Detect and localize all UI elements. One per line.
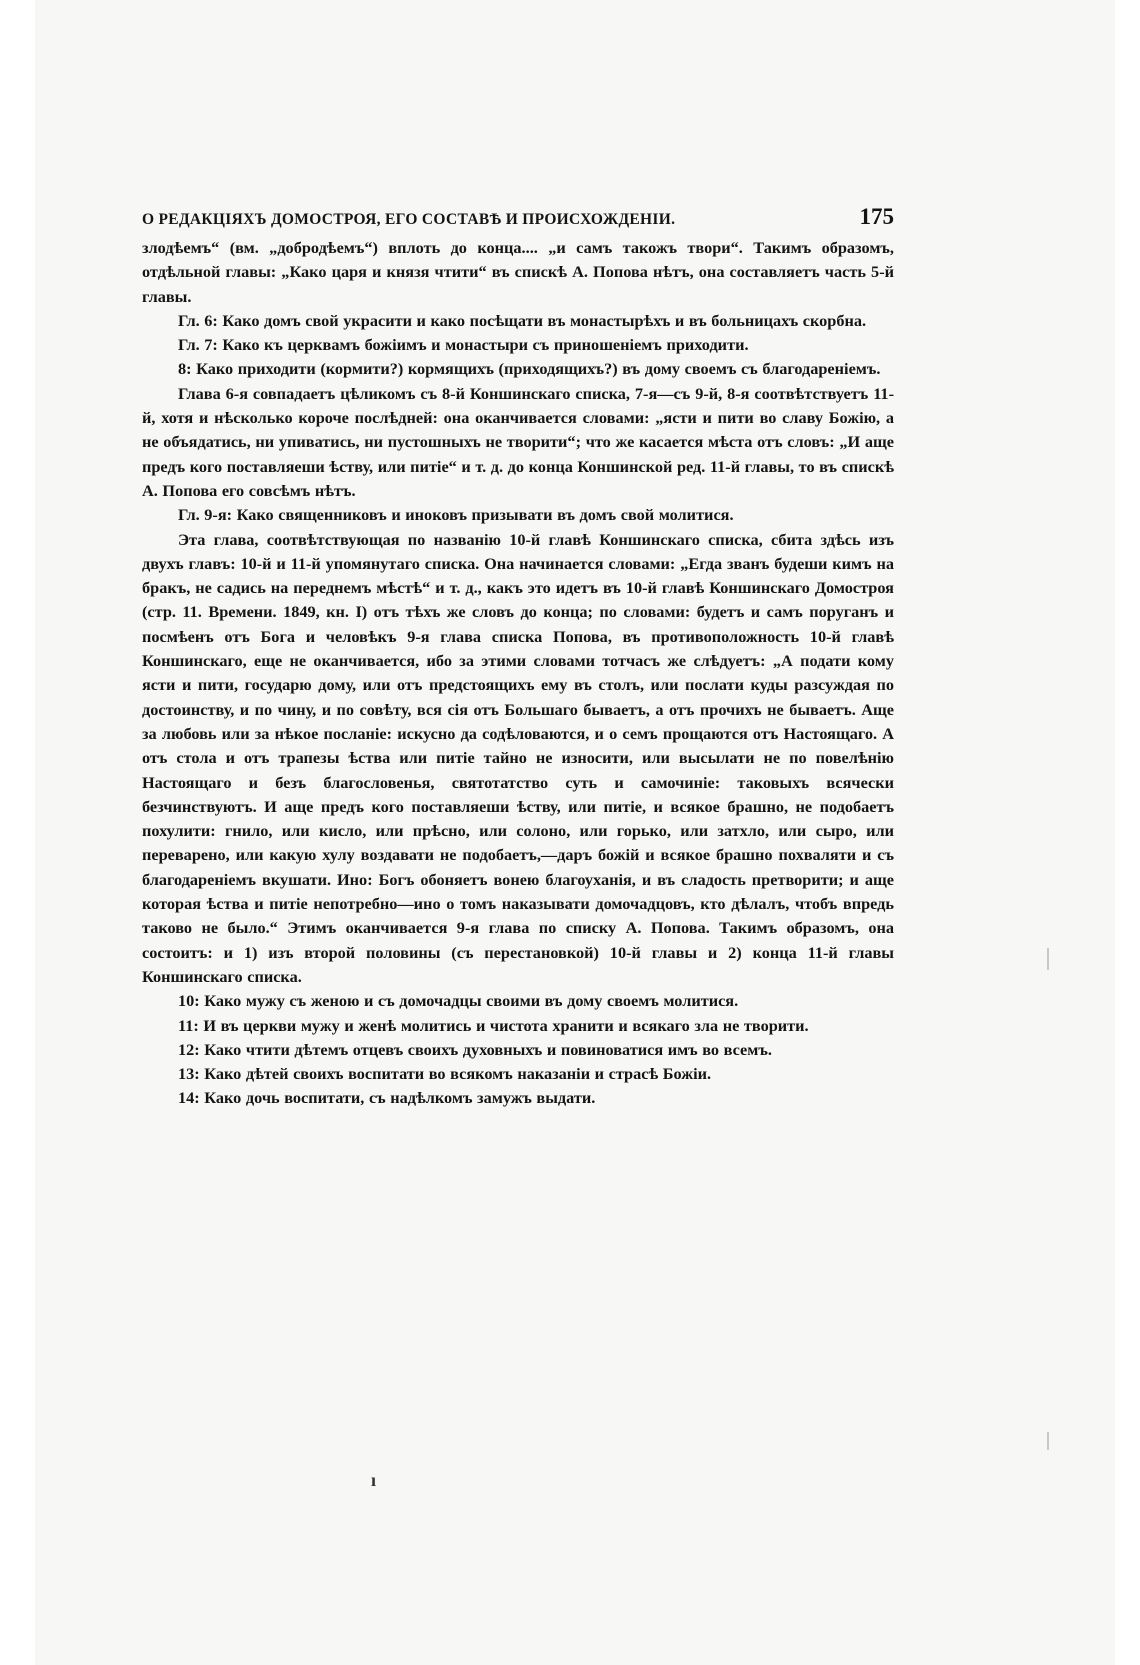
paragraph-chapter-13: 13: Како дѣтей своихъ воспитати во всякомъ наказаніи и страсѣ Божіи. <box>178 1064 712 1084</box>
page-number: 175 <box>859 204 894 229</box>
paragraph-chapter-14: 14: Како дочь воспитати, съ надѣлкомъ замужъ выдати. <box>178 1088 596 1108</box>
paragraph-continuation: злодѣемъ“ (вм. „добродѣемъ“) вплоть до конца.... „и самъ такожъ твори“. Такимъ образомъ, отдѣльной главы: „Како царя и князя чтити“ въ спискѣ А. Попова нѣтъ, она составляетъ часть 5-й главы. <box>142 238 894 306</box>
paragraph-chapter-8: 8: Како приходити (кормити?) кормящихъ (приходящихъ?) въ дому своемъ съ благодареніемъ. <box>178 359 881 379</box>
scan-artifact-right-upper <box>1047 948 1049 970</box>
book-page <box>142 204 894 1111</box>
paragraph-comparison: Глава 6-я совпадаетъ цѣликомъ съ 8-й Коншинскаго списка, 7-я—съ 9-й, 8-я соотвѣтствуетъ 11-й, хотя и нѣсколько короче послѣдней: она оканчивается словами: „ясти и пити во славу Божію, а не объядатись, ни упиватись, ни пустошныхъ не творити“; что же касается мѣста отъ словъ: „И аще предъ кого поставляеши ѣству, или питіе“ и т. д. до конца Коншинской ред. 11-й главы, то въ спискѣ А. Попова его совсѣмъ нѣтъ. <box>142 383 894 500</box>
paragraph-chapter-11: 11: И въ церкви мужу и женѣ молитись и чистота хранити и всякаго зла не творити. <box>178 1015 809 1035</box>
running-head <box>142 204 894 230</box>
paragraph-chapter-10: 10: Како мужу съ женою и съ домочадцы своими въ дому своемъ молитися. <box>178 991 739 1011</box>
paragraph-chapter-6: Гл. 6: Како домъ свой украсити и како посѣщати въ монастырѣхъ и въ больницахъ скорбна. <box>178 310 867 330</box>
scan-artifact-right-lower <box>1047 1432 1049 1450</box>
footer-mark: ı <box>371 1470 377 1490</box>
paragraph-chapter-9: Гл. 9-я: Како священниковъ и иноковъ призывати въ домъ свой молитися. <box>178 505 734 525</box>
running-title: О РЕДАКЦІЯХЪ ДОМОСТРОЯ, ЕГО СОСТАВѢ И ПРОИСХОЖДЕНІИ. <box>142 211 676 228</box>
body-text <box>142 236 894 1111</box>
paragraph-chapter-9-analysis: Эта глава, соотвѣтствующая по названію 10-й главѣ Коншинскаго списка, сбита здѣсь изъ двухъ главъ: 10-й и 11-й упомянутаго списка. Она начинается словами: „Егда званъ будеши кимъ на бракъ, не садись на переднемъ мѣстѣ“ и т. д., какъ это идетъ въ 10-й главѣ Коншинскаго Домостроя (стр. 11. Времени. 1849, кн. I) отъ тѣхъ же словъ до конца; по словами: будетъ и самъ поруганъ и посмѣенъ отъ Бога и человѣкъ 9-я глава списка Попова, въ противоположность 10-й главѣ Коншинскаго, еще не оканчивается, ибо за этими словами тотчасъ же слѣдуетъ: „А подати кому ясти и пити, государю дому, или отъ предстоящихъ ему въ столъ, или послати куды разсуждая по достоинству, и по чину, и по совѣту, вся сія отъ Большаго бываетъ, а отъ прочихъ не бываетъ. Аще за любовь или за нѣкое посланіе: искусно да содѣловаются, и о семъ прощаются отъ Настоящаго. А отъ стола и отъ трапезы ѣства или питіе тайно не износити, или высылати не по повелѣнію Настоящаго и безъ благословенья, святотатство суть и самочиніе: таковыхъ всячески безчинствуютъ. И аще предъ кого поставляеши ѣству, или питіе, и всякое брашно, не подобаетъ похулити: гнило, или кисло, или прѣсно, или солоно, или горько, или затхло, или сыро, или переварено, или какую хулу воздавати не подобаетъ,—даръ божій и всякое брашно похваляти и съ благодареніемъ вкушати. Ино: Богъ обоняетъ вонею благоуханія, и въ сладость претворити; и аще которая ѣства и питіе непотребно—ино о томъ наказывати домочадцовъ, кто дѣлалъ, чтобъ впредь таково не было.“ Этимъ оканчивается 9-я глава по списку А. Попова. Такимъ образомъ, она состоитъ: и 1) изъ второй половины (съ перестановкой) 10-й главы и 2) конца 11-й главы Коншинскаго списка. <box>142 529 894 986</box>
paragraph-chapter-7: Гл. 7: Како къ церквамъ божіимъ и монастыри съ приношеніемъ приходити. <box>178 335 749 355</box>
paragraph-chapter-12: 12: Како чтити дѣтемъ отцевъ своихъ духовныхъ и повиноватися имъ во всемъ. <box>178 1039 772 1059</box>
